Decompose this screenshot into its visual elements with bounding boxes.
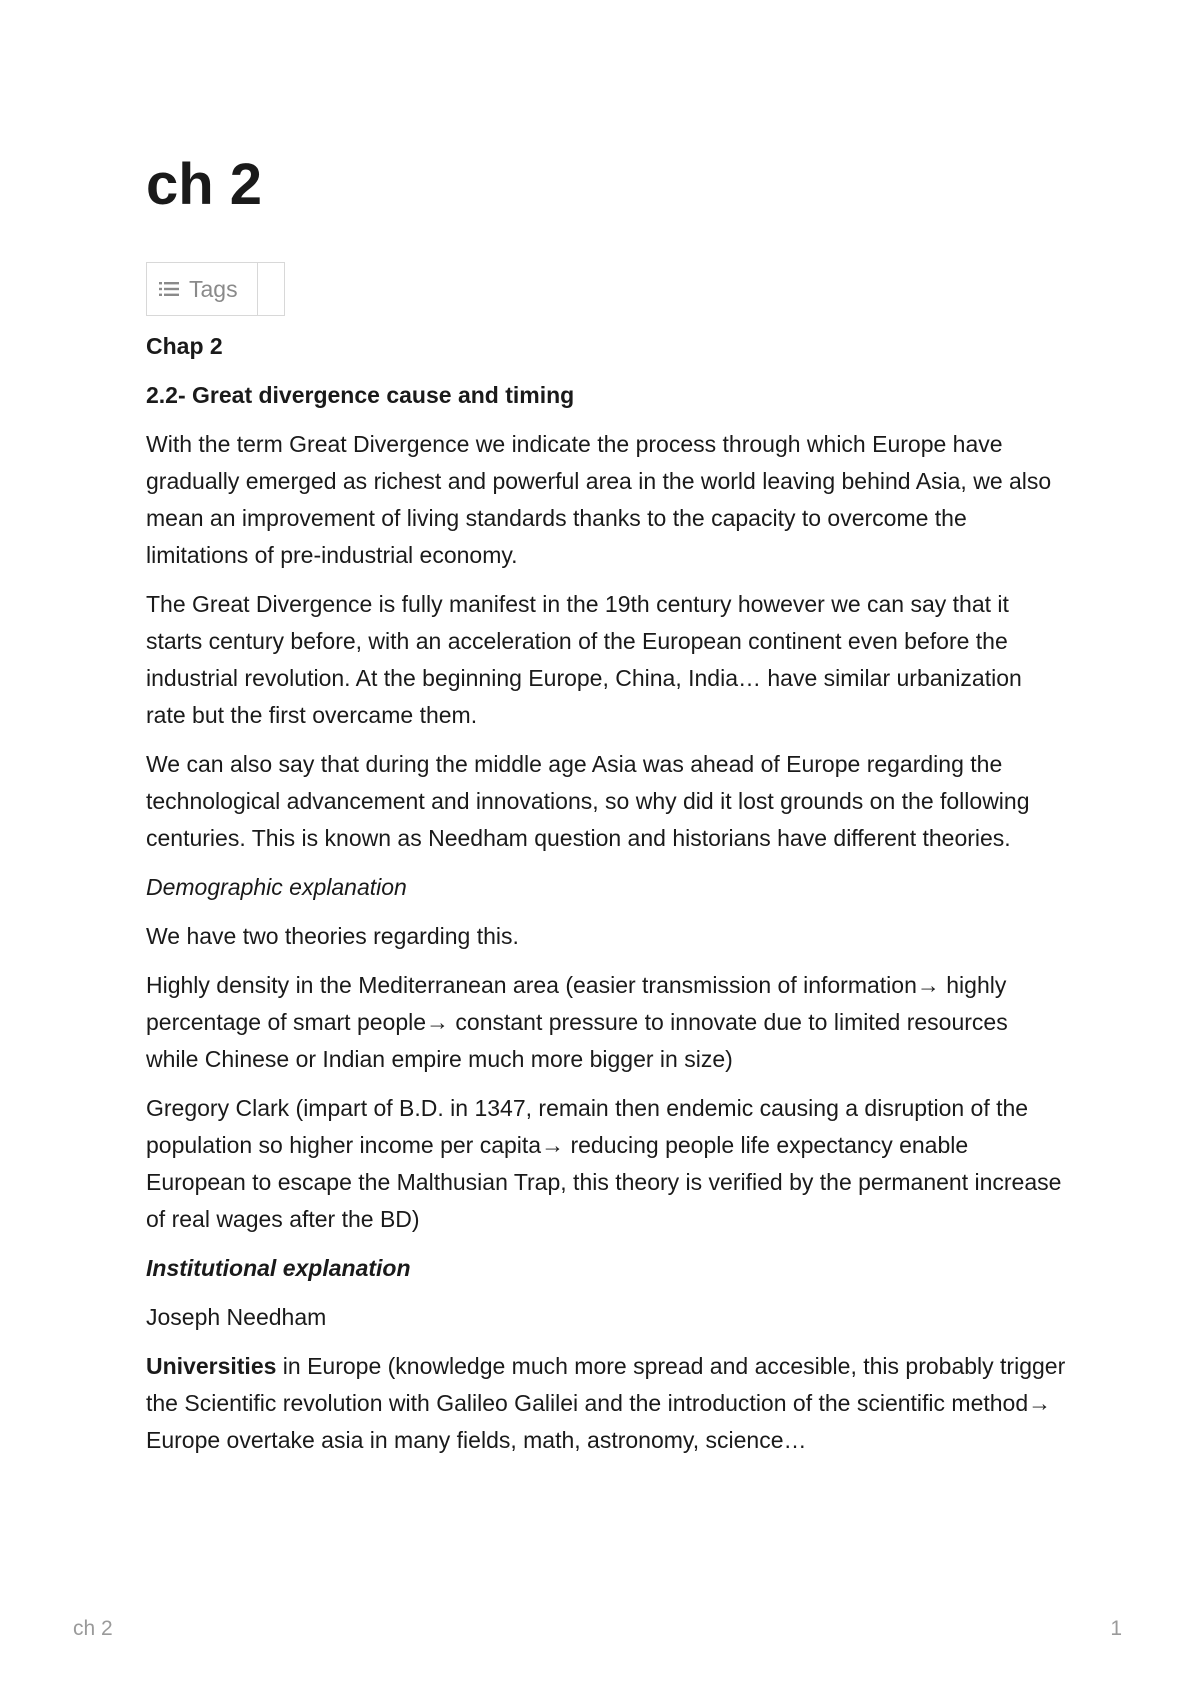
tags-property[interactable] bbox=[146, 262, 285, 316]
tags-value[interactable] bbox=[258, 263, 284, 315]
paragraph-two-theories: We have two theories regarding this. bbox=[146, 923, 519, 949]
paragraph-great-divergence-definition: With the term Great Divergence we indicate the process through which Europe have gradually emerged as richest and powerful area in the world leaving behind Asia, we also mean an improvement of living standards thanks to the capacity to overcome the limitations of pre-industrial economy. bbox=[146, 431, 1052, 568]
list-icon bbox=[159, 281, 179, 297]
demographic-heading: Demographic explanation bbox=[146, 874, 407, 900]
page-content bbox=[146, 140, 1066, 1459]
universities-bold: Universities bbox=[146, 1353, 277, 1379]
universities-text: in Europe (knowledge much more spread and accesible, this probably trigger the Scientific revolution with Galileo Galilei and the introduction of the scientific method→ Europe overtake asia in many fields, math, astronomy, science… bbox=[146, 1353, 1066, 1453]
institutional-heading: Institutional explanation bbox=[146, 1255, 411, 1281]
tags-label: Tags bbox=[189, 275, 238, 302]
footer-page-number: 1 bbox=[1110, 1617, 1122, 1640]
chapter-label: Chap 2 bbox=[146, 333, 223, 359]
footer-doc-name: ch 2 bbox=[73, 1617, 113, 1640]
section-heading: 2.2- Great divergence cause and timing bbox=[146, 382, 575, 408]
paragraph-universities bbox=[146, 1348, 1066, 1459]
tags-property-name bbox=[147, 263, 258, 315]
paragraph-great-divergence-timing: The Great Divergence is fully manifest in the 19th century however we can say that it starts century before, with an acceleration of the European continent even before the industrial revolution. At the beginning Europe, China, India… have similar urbanization rate but the first overcame them. bbox=[146, 591, 1022, 728]
paragraph-gregory-clark: Gregory Clark (impart of B.D. in 1347, remain then endemic causing a disruption of the population so higher income per capita→ reducing people life expectancy enable European to escape the Malthusian Trap, this theory is verified by the permanent increase of real wages after the BD) bbox=[146, 1095, 1062, 1232]
paragraph-joseph-needham: Joseph Needham bbox=[146, 1304, 327, 1330]
paragraph-needham-question: We can also say that during the middle age Asia was ahead of Europe regarding the technological advancement and innovations, so why did it lost grounds on the following centuries. This is known as Needham question and historians have different theories. bbox=[146, 751, 1030, 851]
paragraph-mediterranean-density: Highly density in the Mediterranean area (easier transmission of information→ highly percentage of smart people→ constant pressure to innovate due to limited resources while Chinese or Indian empire much more bigger in size) bbox=[146, 972, 1008, 1072]
page-title: ch 2 bbox=[146, 152, 263, 217]
